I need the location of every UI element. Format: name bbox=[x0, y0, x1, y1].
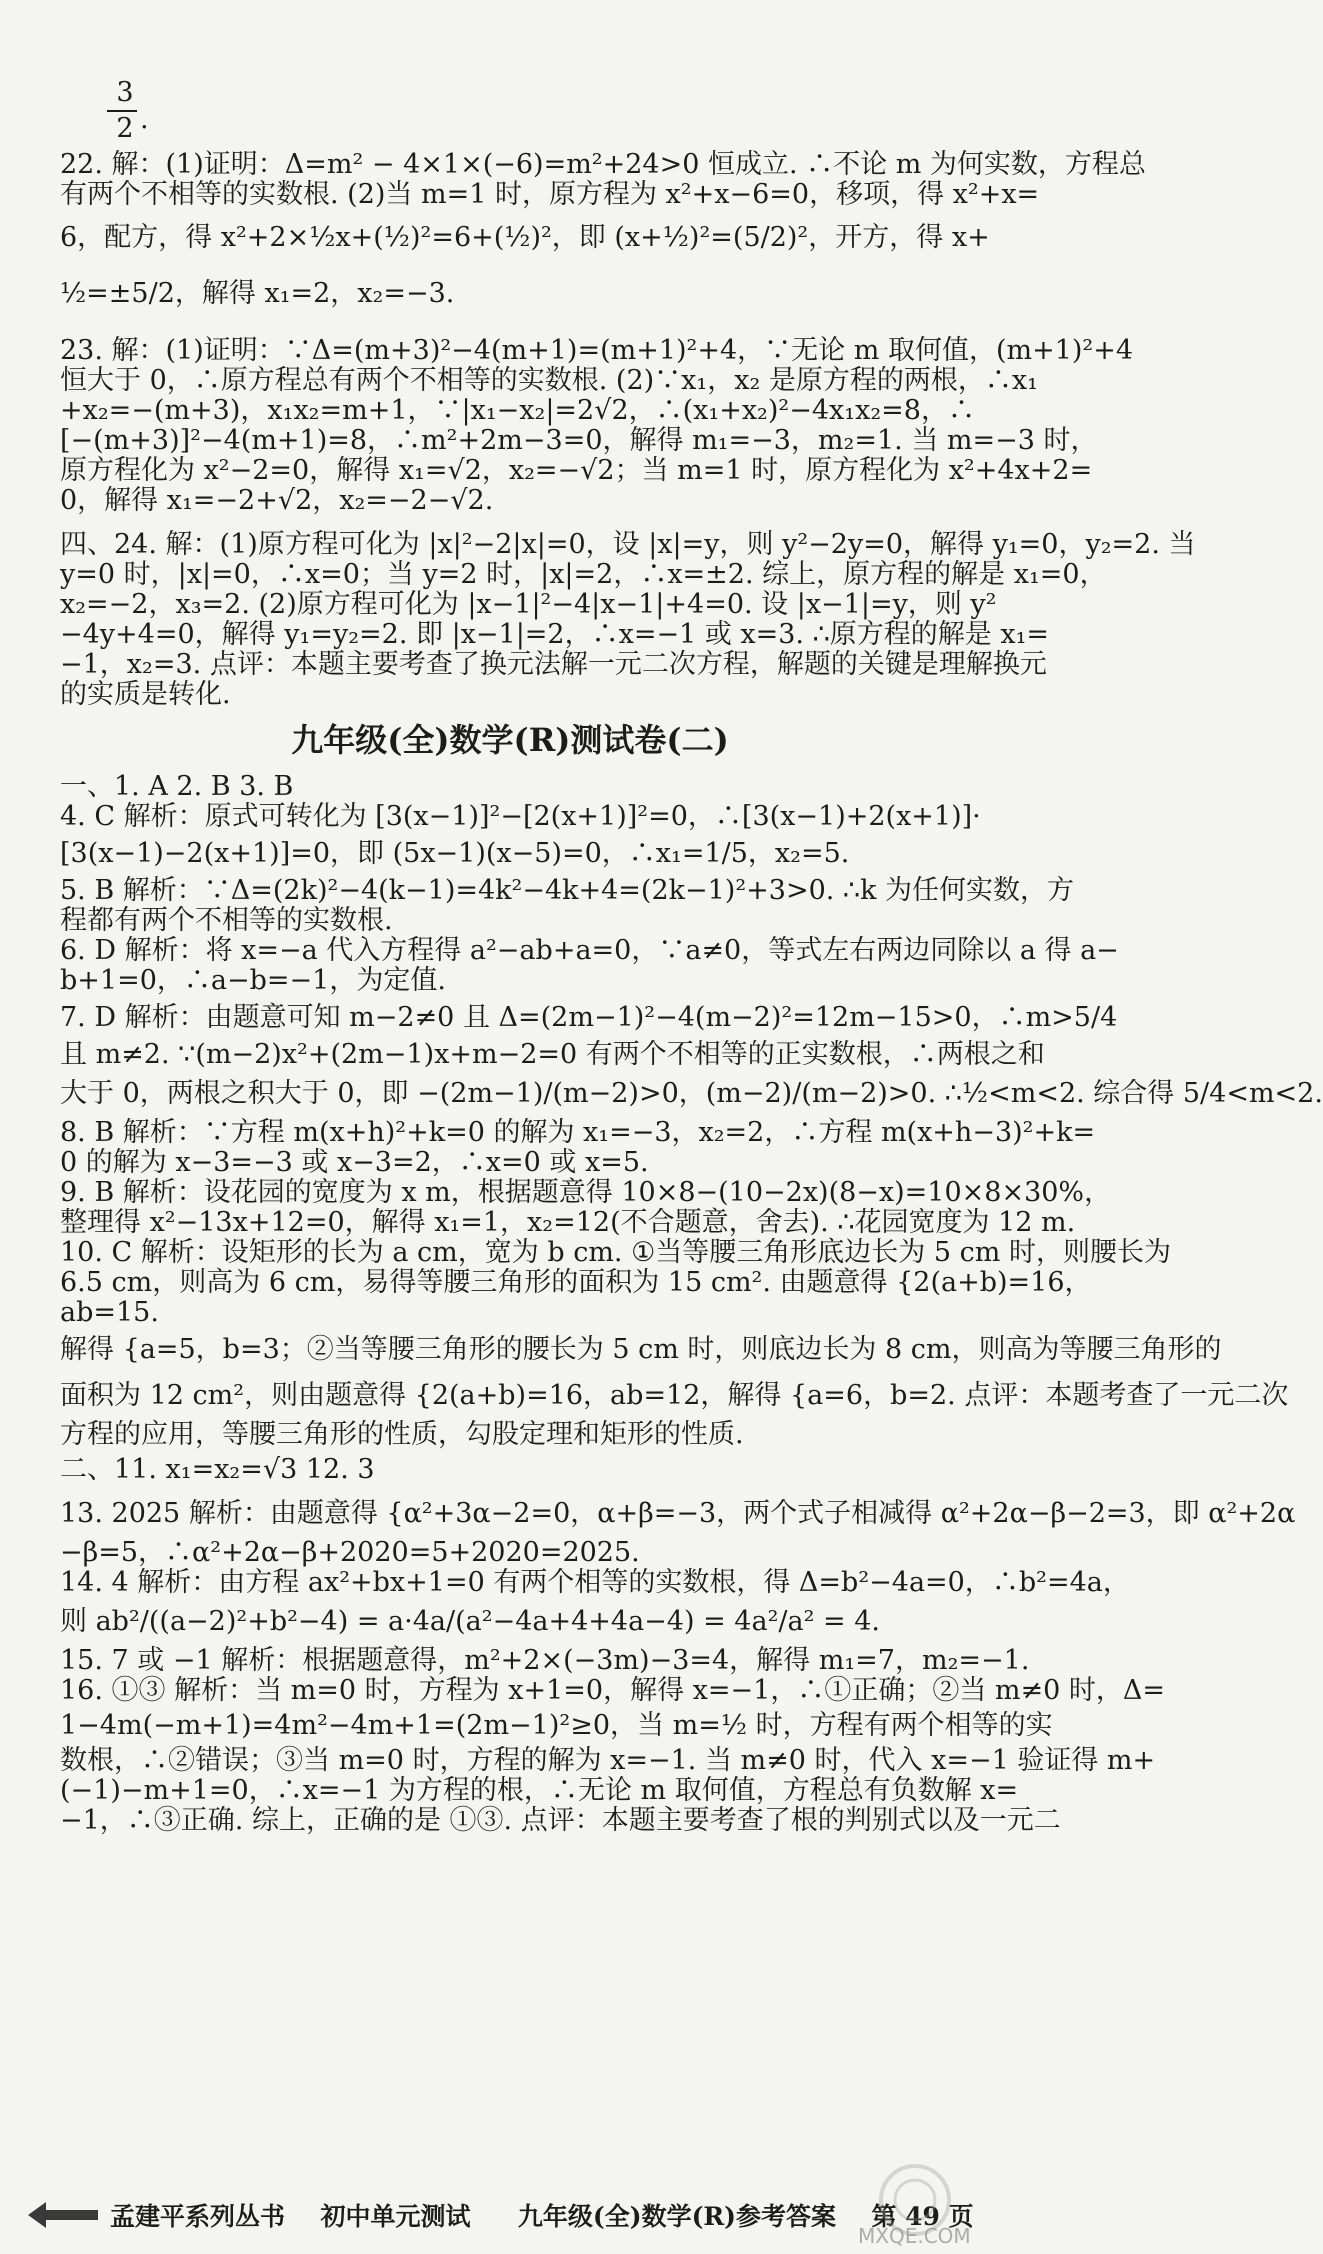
footer-page: 第 49 页 bbox=[871, 2202, 974, 2231]
footer-book: 初中单元测试 bbox=[320, 2202, 471, 2231]
fraction-denominator: 2 bbox=[116, 113, 134, 144]
fraction-bar bbox=[107, 110, 137, 112]
text-line: x₂=−2，x₃=2. (2)原方程可化为 |x−1|²−4|x−1|+4=0. 设 |x−1|=y，则 y² bbox=[60, 589, 997, 620]
text-line: 二、11. x₁=x₂=√3 12. 3 bbox=[60, 1454, 375, 1485]
section-title: 九年级(全)数学(R)测试卷(二) bbox=[291, 721, 729, 759]
test-2-answers bbox=[60, 771, 1323, 1836]
text-line: 6.5 cm，则高为 6 cm，易得等腰三角形的面积为 15 cm². 由题意得 {2(a+b)=16， bbox=[60, 1267, 1092, 1298]
text-line: (−1)−m+1=0，∴x=−1 为方程的根，∴无论 m 取何值，方程总有负数解 x= bbox=[60, 1775, 1019, 1806]
text-line: 整理得 x²−13x+12=0，解得 x₁=1，x₂=12(不合题意，舍去). ∴花园宽度为 12 m. bbox=[60, 1207, 1076, 1238]
text-line: 22. 解：(1)证明：Δ=m² − 4×1×(−6)=m²+24>0 恒成立. ∴不论 m 为何实数，方程总 bbox=[60, 149, 1146, 180]
text-line: ab=15. bbox=[60, 1297, 159, 1328]
text-line: 四、24. 解：(1)原方程可化为 |x|²−2|x|=0，设 |x|=y，则 y²−2y=0，解得 y₁=0，y₂=2. 当 bbox=[60, 529, 1196, 560]
text-line: −1，x₂=3. 点评：本题主要考查了换元法解一元二次方程，解题的关键是理解换元 bbox=[60, 649, 1047, 680]
text-line: y=0 时，|x|=0，∴x=0；当 y=2 时，|x|=2，∴x=±2. 综上，原方程的解是 x₁=0， bbox=[60, 559, 1107, 590]
text-line: 0，解得 x₁=−2+√2，x₂=−2−√2. bbox=[60, 485, 494, 516]
footer-series: 孟建平系列丛书 bbox=[110, 2202, 286, 2231]
text-line: 数根，∴②错误；③当 m=0 时，方程的解为 x=−1. 当 m≠0 时，代入 x=−1 验证得 m+ bbox=[60, 1745, 1156, 1776]
text-line: b+1=0，∴a−b=−1，为定值. bbox=[60, 965, 446, 996]
text-line: 4. C 解析：原式可转化为 [3(x−1)]²−[2(x+1)]²=0，∴[3(x−1)+2(x+1)]· bbox=[60, 801, 981, 832]
text-line: 程都有两个不相等的实数根. bbox=[60, 905, 393, 936]
text-line: [−(m+3)]²−4(m+1)=8，∴m²+2m−3=0，解得 m₁=−3，m₂=1. 当 m=−3 时， bbox=[60, 425, 1098, 456]
text-line: 1−4m(−m+1)=4m²−4m+1=(2m−1)²≥0，当 m=½ 时，方程有两个相等的实 bbox=[60, 1710, 1053, 1741]
text-line: [3(x−1)−2(x+1)]=0，即 (5x−1)(x−5)=0，∴x₁=1/5，x₂=5. bbox=[60, 838, 850, 869]
watermark-text: MXQE.COM bbox=[858, 2224, 971, 2248]
text-line: 面积为 12 cm²，则由题意得 {2(a+b)=16，ab=12，解得 {a=6，b=2. 点评：本题考查了一元二次 bbox=[60, 1380, 1289, 1411]
text-line: 6，配方，得 x²+2×½x+(½)²=6+(½)²，即 (x+½)²=(5/2)²，开方，得 x+ bbox=[60, 222, 990, 253]
text-line: 原方程化为 x²−2=0，解得 x₁=√2，x₂=−√2；当 m=1 时，原方程化为 x²+4x+2= bbox=[60, 455, 1093, 486]
text-line: 13. 2025 解析：由题意得 {α²+3α−2=0，α+β=−3，两个式子相减得 α²+2α−β−2=3，即 α²+2α bbox=[60, 1498, 1296, 1529]
text-line: 一、1. A 2. B 3. B bbox=[60, 771, 294, 802]
text-line: 解得 {a=5，b=3；②当等腰三角形的腰长为 5 cm 时，则底边长为 8 cm，则高为等腰三角形的 bbox=[60, 1334, 1222, 1365]
text-line: 14. 4 解析：由方程 ax²+bx+1=0 有两个相等的实数根，得 Δ=b²−4a=0，∴b²=4a， bbox=[60, 1567, 1130, 1598]
text-line: 5. B 解析：∵Δ=(2k)²−4(k−1)=4k²−4k+4=(2k−1)²+3>0. ∴k 为任何实数，方 bbox=[60, 875, 1075, 906]
text-line: 8. B 解析：∵方程 m(x+h)²+k=0 的解为 x₁=−3，x₂=2，∴方程 m(x+h−3)²+k= bbox=[60, 1117, 1096, 1148]
text-line: −1，∴③正确. 综上，正确的是 ①③. 点评：本题主要考查了根的判别式以及一元二 bbox=[60, 1805, 1061, 1836]
text-line: 恒大于 0，∴原方程总有两个不相等的实数根. (2)∵x₁，x₂ 是原方程的两根，∴x₁ bbox=[60, 365, 1038, 396]
text-line: ½=±5/2，解得 x₁=2，x₂=−3. bbox=[60, 278, 455, 309]
footer-arrow-icon bbox=[28, 2202, 98, 2228]
fraction-numerator: 3 bbox=[116, 77, 134, 108]
text-line: 7. D 解析：由题意可知 m−2≠0 且 Δ=(2m−1)²−4(m−2)²=12m−15>0，∴m>5/4 bbox=[60, 1002, 1118, 1033]
text-line: 15. 7 或 −1 解析：根据题意得，m²+2×(−3m)−3=4，解得 m₁=7，m₂=−1. bbox=[60, 1645, 1030, 1676]
text-line: 6. D 解析：将 x=−a 代入方程得 a²−ab+a=0，∵a≠0，等式左右两边同除以 a 得 a− bbox=[60, 935, 1119, 966]
text-line: −β=5，∴α²+2α−β+2020=5+2020=2025. bbox=[60, 1537, 640, 1568]
footer-grade: 九年级(全)数学(R)参考答案 bbox=[517, 2202, 836, 2231]
fraction-period: . bbox=[140, 104, 149, 135]
text-line: 0 的解为 x−3=−3 或 x−3=2，∴x=0 或 x=5. bbox=[60, 1147, 649, 1178]
text-line: 9. B 解析：设花园的宽度为 x m，根据题意得 10×8−(10−2x)(8−x)=10×8×30%， bbox=[60, 1177, 1112, 1208]
text-line: 且 m≠2. ∵(m−2)x²+(2m−1)x+m−2=0 有两个不相等的正实数根，∴两根之和 bbox=[60, 1039, 1045, 1070]
text-line: 23. 解：(1)证明：∵Δ=(m+3)²−4(m+1)=(m+1)²+4，∵无论 m 取何值，(m+1)²+4 bbox=[60, 335, 1134, 366]
text-line: 的实质是转化. bbox=[60, 679, 231, 710]
text-line: 16. ①③ 解析：当 m=0 时，方程为 x+1=0，解得 x=−1，∴①正确；②当 m≠0 时，Δ= bbox=[60, 1675, 1166, 1706]
block-22-to-24 bbox=[60, 149, 1196, 710]
text-line: 则 ab²/((a−2)²+b²−4) = a·4a/(a²−4a+4+4a−4) = 4a²/a² = 4. bbox=[60, 1606, 880, 1637]
text-line: 有两个不相等的实数根. (2)当 m=1 时，原方程为 x²+x−6=0，移项，得 x²+x= bbox=[60, 179, 1040, 210]
text-line: 10. C 解析：设矩形的长为 a cm，宽为 b cm. ①当等腰三角形底边长为 5 cm 时，则腰长为 bbox=[60, 1237, 1171, 1268]
text-line: 大于 0，两根之积大于 0，即 −(2m−1)/(m−2)>0，(m−2)/(m−2)>0. ∴½<m<2. 综合得 5/4<m<2. bbox=[60, 1078, 1323, 1109]
text-line: −4y+4=0，解得 y₁=y₂=2. 即 |x−1|=2，∴x=−1 或 x=3. ∴原方程的解是 x₁= bbox=[60, 619, 1050, 650]
text-line: 方程的应用，等腰三角形的性质，勾股定理和矩形的性质. bbox=[60, 1419, 744, 1450]
text-line: +x₂=−(m+3)，x₁x₂=m+1，∵|x₁−x₂|=2√2，∴(x₁+x₂)²−4x₁x₂=8，∴ bbox=[60, 395, 975, 426]
answer-text-region bbox=[60, 149, 1323, 1836]
